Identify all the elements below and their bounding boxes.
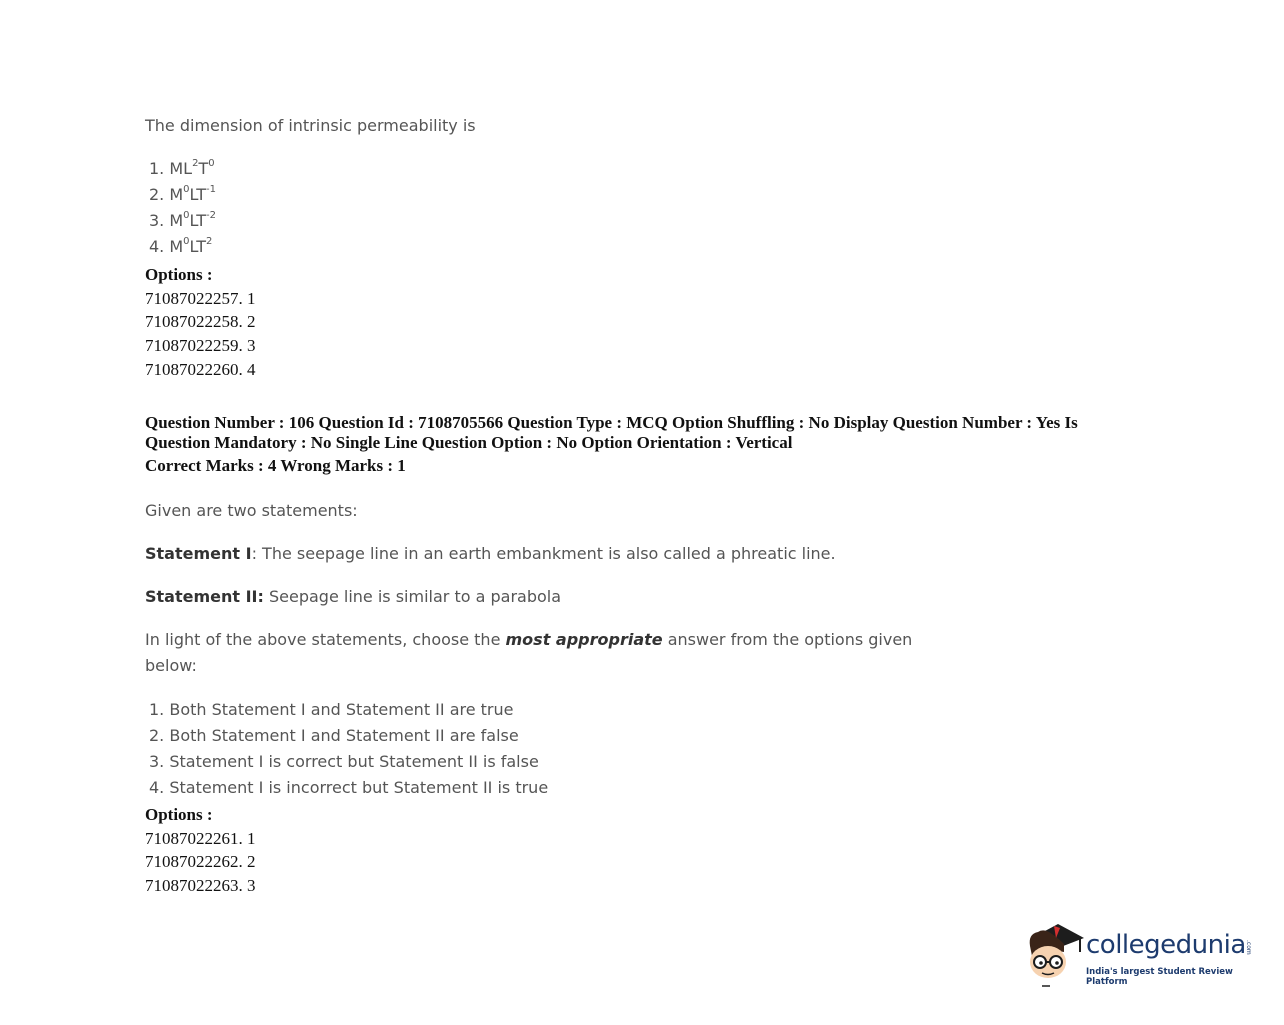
statement-1 <box>145 544 836 563</box>
choice-item: 3. $M^0LT^{-2}$ <box>149 209 217 230</box>
statement-2-text: Seepage line is similar to a parabola <box>263 587 562 606</box>
choice-item: 2. $M^0LT^{-1}$ <box>149 183 217 204</box>
statement-2-label: Statement II: <box>145 587 264 606</box>
collegedunia-logo <box>1024 918 1254 990</box>
options-title: Options : <box>145 805 213 824</box>
choice-item: 3. Statement I is correct but Statement II is false <box>149 752 539 771</box>
statement-1-label: Statement I <box>145 544 252 563</box>
choice-item: 4. Statement I is incorrect but Statement II is true <box>149 778 549 797</box>
choice-list <box>149 156 216 260</box>
choice-list <box>149 697 548 801</box>
choice-item: 2. Both Statement I and Statement II are false <box>149 726 519 745</box>
statement-2 <box>145 587 561 606</box>
question-meta: Question Number : 106 Question Id : 7108705566 Question Type : MCQ Option Shuffling : No Display Question Number : Yes Is Question Mandatory : No Single Line Question Option : No Option Orientation : Vertical <box>145 413 1078 452</box>
logo-suffix: .com <box>1245 940 1252 955</box>
logo-tagline: India's largest Student Review Platform <box>1086 967 1233 987</box>
options-title: Options : <box>145 265 213 284</box>
statements-intro: Given are two statements: <box>145 501 358 520</box>
option-id: 71087022258. 2 <box>145 312 256 332</box>
option-id: 71087022261. 1 <box>145 828 256 848</box>
options-block <box>145 803 256 898</box>
prompt-emphasis: most appropriate <box>505 630 663 649</box>
question-prompt-line2: below: <box>145 656 197 675</box>
option-id: 71087022257. 1 <box>145 288 256 308</box>
choice-item: 1. Both Statement I and Statement II are true <box>149 700 514 719</box>
option-id: 71087022263. 3 <box>145 876 256 896</box>
question-text: The dimension of intrinsic permeability is <box>145 116 476 135</box>
question-prompt: In light of the above statements, choose the most appropriate answer from the options given <box>145 630 913 649</box>
question-marks: Correct Marks : 4 Wrong Marks : 1 <box>145 456 406 475</box>
mascot-icon <box>1024 918 1086 990</box>
choice-item: 1. $ML^2T^0$ <box>149 157 215 178</box>
option-id: 71087022259. 3 <box>145 336 256 356</box>
option-id: 71087022262. 2 <box>145 852 256 872</box>
option-id: 71087022260. 4 <box>145 359 256 379</box>
statement-1-text: : The seepage line in an earth embankment is also called a phreatic line. <box>251 544 836 563</box>
choice-item: 4. $M^0LT^2$ <box>149 235 213 256</box>
logo-wordmark: collegedunia <box>1086 930 1246 960</box>
options-block <box>145 263 256 381</box>
